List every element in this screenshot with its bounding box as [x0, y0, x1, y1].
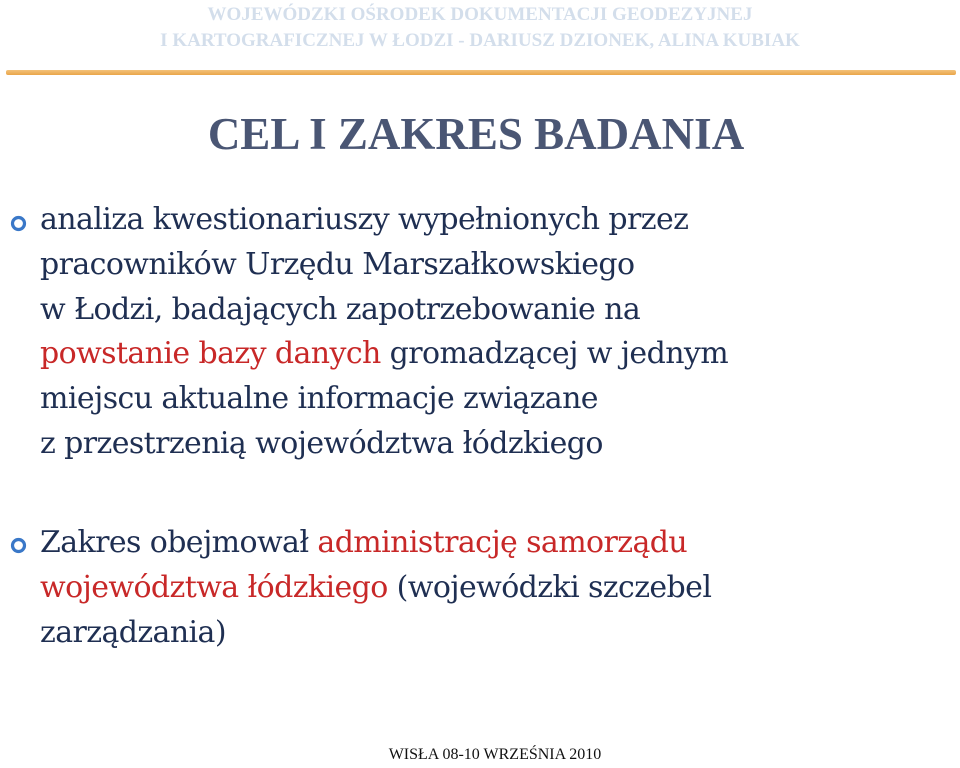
circle-bullet-icon: [10, 537, 27, 554]
footer-text: WISŁA 08-10 WRZEŚNIA 2010: [388, 746, 602, 763]
slide-title: CEL I ZAKRES BADANIA: [207, 109, 745, 159]
header-divider: [6, 70, 956, 75]
bullet-2-line-2: [40, 566, 920, 611]
bullet-1-line-1: analiza kwestionariuszy wypełnionych przez: [40, 202, 689, 237]
header-line-2: I KARTOGRAFICZNEJ W ŁODZI - DARIUSZ DZIONEK, ALINA KUBIAK: [160, 30, 800, 51]
highlight-text: powstanie bazy danych: [40, 336, 381, 372]
bullet-text-2: [40, 521, 920, 655]
bullet-text-1: [40, 198, 920, 467]
bullet-2-line-1-prefix: Zakres obejmował: [40, 525, 318, 560]
bullet-1-line-4-rest: gromadzącej w jednym: [380, 336, 729, 372]
bullet-1-line-4: [40, 332, 920, 377]
bullet-1-line-6: z przestrzenią województwa łódzkiego: [40, 425, 603, 461]
bullet-2-line-3: zarządzania): [40, 614, 226, 650]
highlight-text: administrację samorządu: [317, 525, 688, 560]
bullet-1-line-3: w Łodzi, badających zapotrzebowanie na: [40, 291, 641, 327]
header-line-1: WOJEWÓDZKI OŚRODEK DOKUMENTACJI GEODEZYJNEJ: [207, 4, 753, 25]
bullet-2-line-1: [40, 521, 920, 566]
bullet-2-line-2-rest: (wojewódzki szczebel: [387, 569, 712, 605]
circle-bullet-icon: [10, 215, 27, 232]
bullet-1-line-5: miejscu aktualne informacje związane: [40, 381, 598, 417]
header: [0, 0, 960, 72]
highlight-text: województwa łódzkiego: [40, 569, 388, 605]
bullet-1-line-2: pracowników Urzędu Marszałkowskiego: [40, 246, 635, 282]
